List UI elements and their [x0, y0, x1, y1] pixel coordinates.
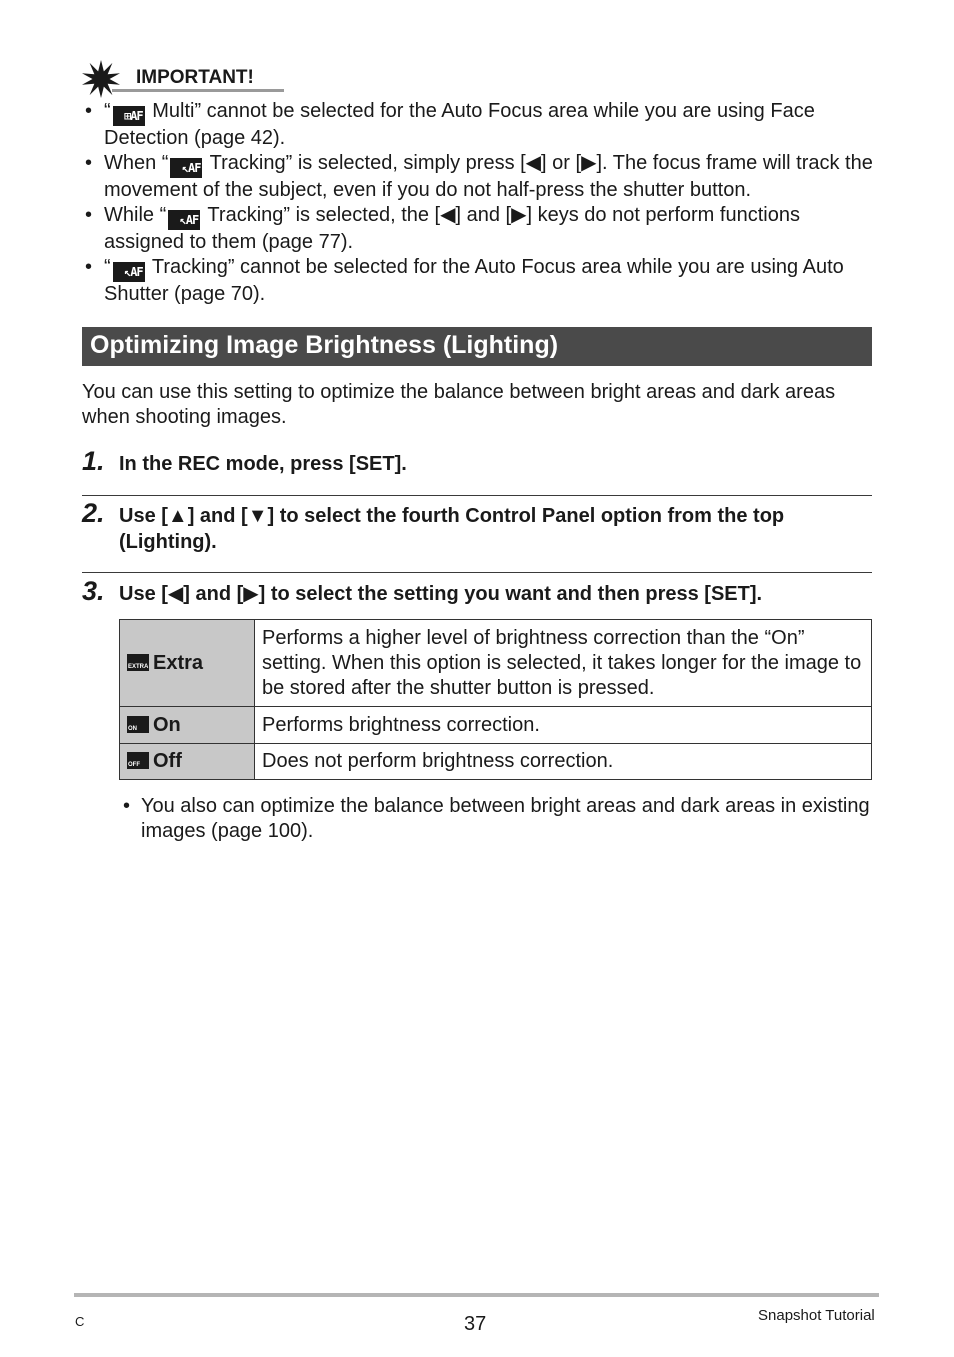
note-text: You also can optimize the balance between bright areas and dark areas in existing images (page 100).	[141, 795, 870, 842]
lighting-on-icon: ON	[127, 716, 149, 733]
starburst-icon	[82, 60, 120, 98]
lighting-settings-table	[119, 619, 872, 780]
section-intro: You can use this setting to optimize the balance between bright areas and dark areas when shooting images.	[82, 381, 836, 428]
step-text: Use [◀] and [▶] to select the setting you want and then press [SET].	[119, 583, 763, 605]
setting-label: OFF Off	[120, 744, 255, 780]
section-header	[82, 327, 872, 366]
step-text: In the REC mode, press [SET].	[119, 453, 407, 475]
important-label: IMPORTANT!	[136, 67, 254, 88]
step-number: 2.	[82, 498, 105, 528]
step-divider	[82, 572, 872, 573]
tracking-af-icon: ↖AF	[170, 158, 202, 178]
tracking-af-icon: ↖AF	[168, 210, 200, 230]
important-underline	[112, 89, 284, 92]
tracking-af-icon: ↖AF	[113, 262, 145, 282]
note-bullet: • You also can optimize the balance between bright areas and dark areas in existing images (page 100).	[119, 794, 879, 844]
table-row	[120, 707, 872, 744]
step-2	[82, 498, 882, 562]
important-bullet-4: • “ ↖AF Tracking” cannot be selected for the Auto Focus area while you are using Auto Shutter (page 70).	[85, 256, 844, 305]
multi-af-icon: ⊞AF	[113, 106, 145, 126]
footer-divider	[74, 1293, 879, 1297]
setting-label: EXTRA Extra	[120, 620, 255, 707]
section-title: Optimizing Image Brightness (Lighting)	[90, 331, 559, 359]
table-row	[120, 620, 872, 707]
important-bullet-2: • When “ ↖AF Tracking” is selected, simply press [◀] or [▶]. The focus frame will track the movement of the subject, even if you do not half-press the shutter button.	[85, 152, 873, 201]
setting-description: Performs brightness correction.	[255, 707, 872, 744]
lighting-extra-icon: EXTRA	[127, 654, 149, 671]
step-number: 1.	[82, 446, 105, 476]
step-text: Use [▲] and [▼] to select the fourth Control Panel option from the top (Lighting).	[119, 505, 785, 553]
footer-left-mark: C	[75, 1314, 85, 1329]
important-header	[82, 60, 284, 96]
step-number: 3.	[82, 576, 105, 606]
setting-description: Does not perform brightness correction.	[255, 744, 872, 780]
important-bullet-list	[82, 99, 882, 307]
table-row	[120, 744, 872, 780]
footer-chapter-title: Snapshot Tutorial	[758, 1307, 875, 1324]
step-1	[82, 446, 882, 486]
step-divider	[82, 495, 872, 496]
step-3	[82, 576, 882, 616]
page-number: 37	[464, 1313, 487, 1335]
setting-label: ON On	[120, 707, 255, 744]
important-bullet-3: • While “ ↖AF Tracking” is selected, the [◀] and [▶] keys do not perform functions assigned to them (page 77).	[85, 204, 800, 253]
lighting-off-icon: OFF	[127, 752, 149, 769]
important-bullet-1: • “ ⊞AF Multi” cannot be selected for the Auto Focus area while you are using Face Detection (page 42).	[85, 100, 815, 149]
setting-description: Performs a higher level of brightness correction than the “On” setting. When this option is selected, it takes longer for the image to be stored after the shutter button is pressed.	[255, 620, 872, 707]
